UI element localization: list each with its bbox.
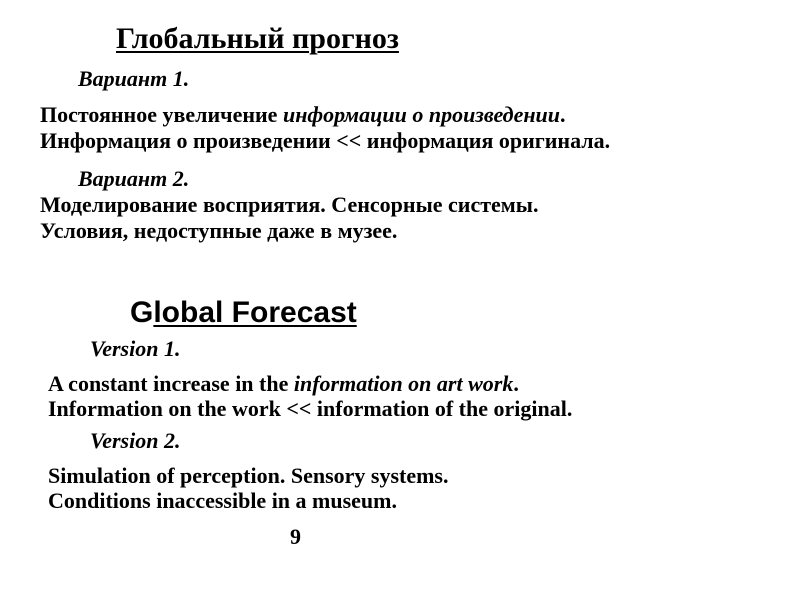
variant-1-label: Вариант 1. [78, 66, 190, 91]
variant-1-line-2: Информация о произведении << информация оригинала. [40, 128, 611, 153]
page-title-russian: Глобальный прогноз [116, 22, 399, 55]
version-2-line-2: Conditions inaccessible in a museum. [48, 488, 397, 513]
variant-1-line-1-suffix: . [560, 102, 566, 127]
variant-2-line-2: Условия, недоступные даже в музее. [40, 218, 398, 243]
version-2-label: Version 2. [90, 428, 181, 453]
version-2-line-1: Simulation of perception. Sensory systems. [48, 463, 449, 488]
version-1-line-1 [48, 371, 519, 397]
variant-2-line-1: Моделирование восприятия. Сенсорные системы. [40, 192, 539, 217]
version-1-line-1-prefix: A constant increase in the [48, 371, 294, 396]
version-1-line-1-italic: information on art work [293, 371, 514, 396]
page-title-english-rest: lobal Forecast [153, 296, 357, 329]
variant-1-line-1-prefix: Постоянное увеличение [40, 102, 283, 127]
page-title-english-first-letter: G [130, 296, 154, 329]
page-title-english [130, 294, 357, 332]
version-1-label: Version 1. [90, 336, 181, 361]
variant-2-label: Вариант 2. [78, 166, 190, 191]
variant-1-line-1 [40, 102, 566, 128]
version-1-line-2: Information on the work << information of the original. [48, 396, 573, 421]
variant-1-line-1-italic: информации о произведении [282, 102, 561, 127]
page-number: 9 [290, 524, 301, 549]
version-1-line-1-suffix: . [513, 371, 519, 396]
